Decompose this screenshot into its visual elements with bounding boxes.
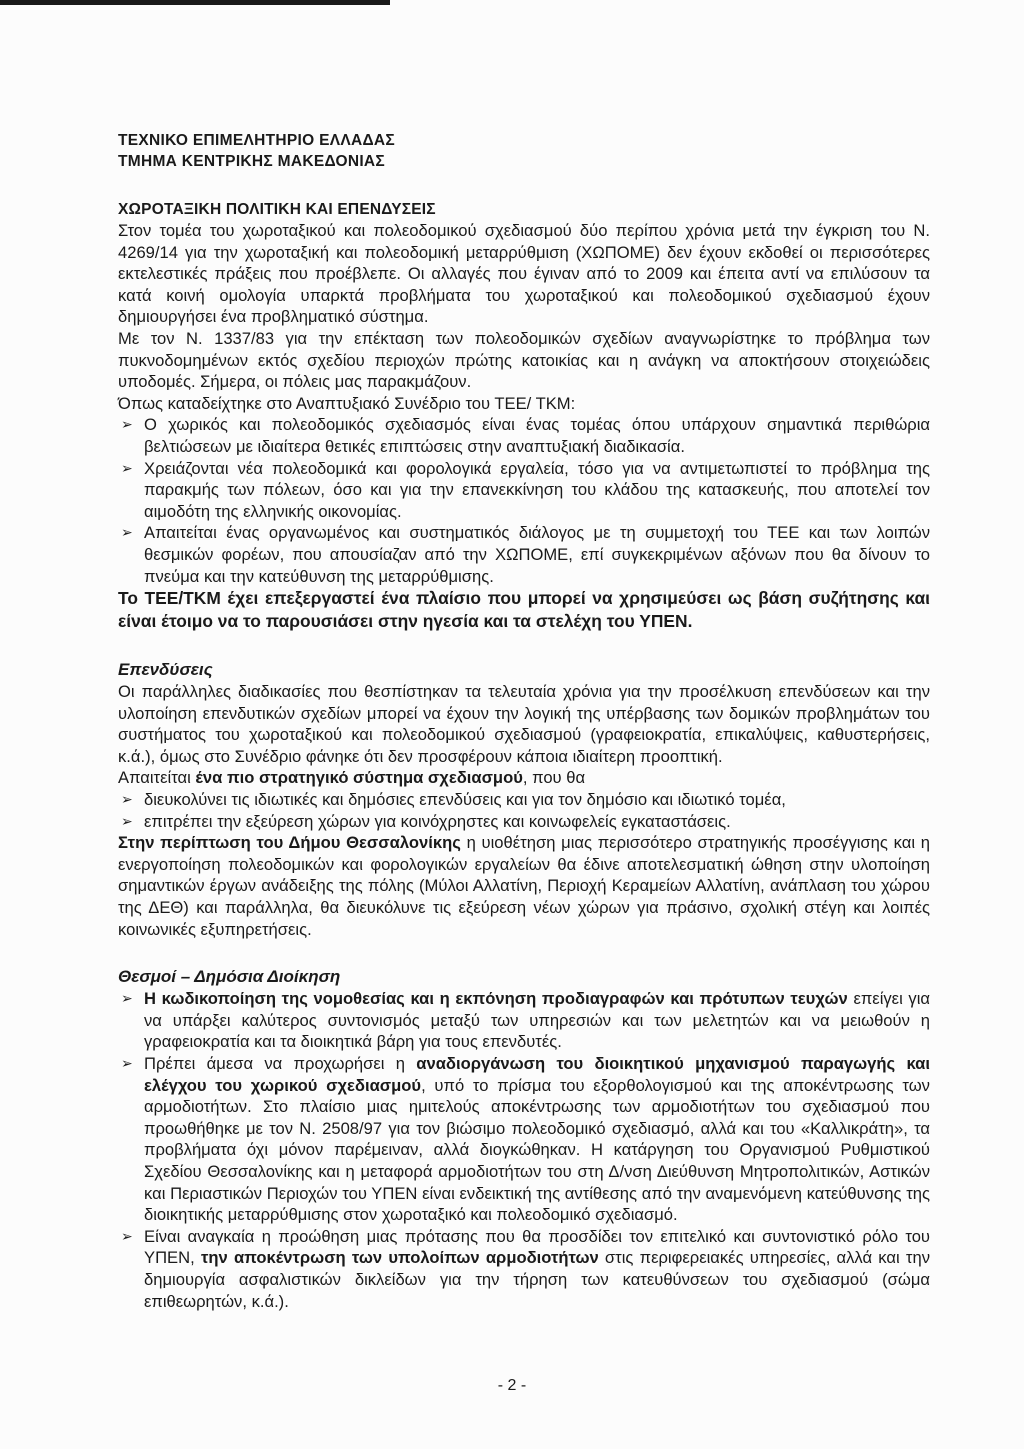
list-item xyxy=(118,988,930,1053)
list-item xyxy=(118,1053,930,1226)
emphasis: την αποκέντρωση των υπολοίπων αρμοδιοτήτων xyxy=(200,1248,599,1268)
text: Απαιτείται xyxy=(118,768,196,788)
paragraph: Όπως καταδείχτηκε στο Αναπτυξιακό Συνέδριο του ΤΕΕ/ ΤΚΜ: xyxy=(118,393,576,413)
top-scan-edge xyxy=(0,0,390,5)
list-item: ➢ Ο χωρικός και πολεοδομικός σχεδιασμός είναι ένας τομέας όπου υπάρχουν σημαντικά περιθώρια βελτιώσεων με ιδιαίτερα θετικές επιπτώσεις στην αναπτυξιακή διαδικασία. xyxy=(118,414,930,457)
list-item: ➢ Χρειάζονται νέα πολεοδομικά και φορολογικά εργαλεία, τόσο για να αντιμετωπιστεί το πρόβλημα της παρακμής των πόλεων, όσο και για την επανεκκίνηση του κλάδου της κατασκευής, που αποτελεί τον αιμοδότη της ελληνικής οικονομίας. xyxy=(118,458,930,523)
conclusion-paragraph: Το ΤΕΕ/ΤΚΜ έχει επεξεργαστεί ένα πλαίσιο που μπορεί να χρησιμεύσει ως βάση συζήτησης και είναι έτοιμο να το παρουσιάσει στην ηγεσία και τα στελέχη του ΥΠΕΝ. xyxy=(118,588,930,632)
emphasis: Στην περίπτωση του Δήμου Θεσσαλονίκης xyxy=(118,833,461,853)
paragraph xyxy=(118,767,930,789)
paragraph: Με τον Ν. 1337/83 για την επέκταση των πολεοδομικών σχεδίων αναγνωρίστηκε το πρόβλημα των πυκνοδομημένων εκτός σχεδίου περιοχών πρώτης κατοικίας και η ανάγκη να αποκτήσουν στοιχειώδεις υποδομές. Σήμερα, οι πόλεις μας παρακμάζουν. xyxy=(118,328,930,392)
section-title-spatial-policy: ΧΩΡΟΤΑΞΙΚΗ ΠΟΛΙΤΙΚΗ ΚΑΙ ΕΠΕΝΔΥΣΕΙΣ xyxy=(118,201,436,218)
bullet-list xyxy=(118,988,930,1312)
text: επείγει για να υπάρξει καλύτερος συντονισμός μεταξύ των υπηρεσιών και των μελετητών και να μειωθούν η γραφειοκρατία και τα διοικητικά βάρη για τους επενδυτές. xyxy=(144,989,931,1052)
list-item: ➢ διευκολύνει τις ιδιωτικές και δημόσιες επενδύσεις και για τον δημόσιο και ιδιωτικό τομέα, xyxy=(118,789,930,811)
bullet-list xyxy=(118,414,930,587)
section-title-investments: Επενδύσεις xyxy=(118,660,213,680)
text: Πρέπει άμεσα να προχωρήσει η xyxy=(144,1054,417,1073)
bullet-list xyxy=(118,789,930,832)
list-item: ➢ επιτρέπει την εξεύρεση χώρων για κοινόχρηστες και κοινωφελείς εγκαταστάσεις. xyxy=(118,811,930,833)
list-item: ➢ Απαιτείται ένας οργανωμένος και συστηματικός διάλογος με τη συμμετοχή του ΤΕΕ και των λοιπών θεσμικών φορέων, που απουσίαζαν από την ΧΩΠΟΜΕ, επί συγκεκριμένων αξόνων που θα δίνουν το πνεύμα και την κατεύθυνση της μεταρρύθμισης. xyxy=(118,522,930,587)
text: η υιοθέτηση μιας περισσότερο στρατηγικής προσέγγισης και η ενεργοποίηση πολεοδομικών και φορολογικών εργαλείων θα έδινε αποτελεσματική ώθηση στην υλοποίηση σημαντικών έργων ανάδειξης της πόλης (Μύλοι Αλλατίνη, Περιοχή Κεραμείων Αλλατίνη, ανάπλαση του χώρου της ΔΕΘ) και παράλληλα, θα διευκόλυνε τις εξεύρεση νέων χώρων για πράσινο, σχολική στέγη και λοιπές κοινωνικές εξυπηρετήσεις. xyxy=(118,833,930,939)
text: , υπό το πρίσμα του εξορθολογισμού και της αποκέντρωσης των αρμοδιοτήτων. Στο πλαίσιο μιας ημιτελούς αποκέντρωσης των αρμοδιοτήτων του σχεδιασμού που προωθήθηκε με τον Ν. 2508/97 για τον βιώσιμο πολεοδομικό σχεδιασμό, αλλά και του «Καλλικράτη», τα προβλήματα όχι μόνον παρέμειναν, αλλά διογκώθηκαν. Η κατάργηση του Οργανισμού Ρυθμιστικού Σχεδίου Θεσσαλονίκης και η μεταφορά αρμοδιοτήτων του στη Δ/νση Διεύθυνση Μητροπολιτικών, Αστικών και Περιαστικών Περιοχών του ΥΠΕΝ είναι ενδεικτική της αντίθεσης από την αναμενόμενη κατεύθυνσης της διοικητικής μεταρρύθμισης στον χωροταξικό και πολεοδομικό σχεδιασμό. xyxy=(144,1075,930,1225)
paragraph: Οι παράλληλες διαδικασίες που θεσπίστηκαν τα τελευταία χρόνια για την προσέλκυση επενδύσεων και την υλοποίηση επενδυτικών σχεδίων μπορεί να έχουν την λογική της υπέρβασης των δομικών προβλημάτων του συστήματος του χωροταξικού και πολεοδομικού σχεδιασμού (γραφειοκρατία, επικαλύψεις, καθυστερήσεις, κ.ά.), όμως στο Συνέδριο φάνηκε ότι δεν προσφέρουν κάποια ιδιαίτερη προοπτική. xyxy=(118,682,930,766)
text: , που θα xyxy=(522,768,586,788)
emphasis: ένα πιο στρατηγικό σύστημα σχεδιασμού xyxy=(195,768,523,788)
text: στις περιφερειακές υπηρεσίες, αλλά και την δημιουργία ασφαλιστικών δικλείδων για την τήρηση των κατευθύνσεων του σχεδιασμού (σώμα επιθεωρητών, κ.ά.). xyxy=(144,1248,930,1311)
document-body xyxy=(118,130,930,1312)
paragraph: Στον τομέα του χωροταξικού και πολεοδομικού σχεδιασμού δύο περίπου χρόνια μετά την έγκριση του Ν. 4269/14 για την χωροταξική και πολεοδομική μεταρρύθμιση (ΧΩΠΟΜΕ) δεν έχουν εκδοθεί οι περισσότερες εκτελεστικές πράξεις που προέβλεπε. Οι αλλαγές που έγιναν από το 2009 και έπειτα αντί να επιλύσουν τα κατά κοινή ομολογία υπαρκτά προβλήματα του χωροταξικού και πολεοδομικού σχεδιασμού έχουν δημιουργήσει ένα προβληματικό σύστημα. xyxy=(118,221,930,327)
organization-name: ΤΕΧΝΙΚΟ ΕΠΙΜΕΛΗΤΗΡΙΟ ΕΛΛΑΔΑΣ xyxy=(118,132,396,149)
department-name: ΤΜΗΜΑ ΚΕΝΤΡΙΚΗΣ ΜΑΚΕΔΟΝΙΑΣ xyxy=(118,153,386,170)
section-title-institutions: Θεσμοί – Δημόσια Διοίκηση xyxy=(118,967,341,987)
text: Είναι αναγκαία η προώθηση μιας πρότασης που θα προσδίδει τον επιτελικό και συντονιστικό ρόλο του ΥΠΕΝ, xyxy=(144,1226,930,1268)
list-item xyxy=(118,1226,930,1312)
emphasis: Η κωδικοποίηση της νομοθεσίας και η εκπόνηση προδιαγραφών και πρότυπων τευχών xyxy=(144,989,848,1009)
emphasis: αναδιοργάνωση του διοικητικού μηχανισμού παραγωγής και ελέγχου του χωρικού σχεδιασμού xyxy=(144,1054,930,1095)
page-number: - 2 - xyxy=(497,1377,527,1394)
paragraph xyxy=(118,832,930,940)
